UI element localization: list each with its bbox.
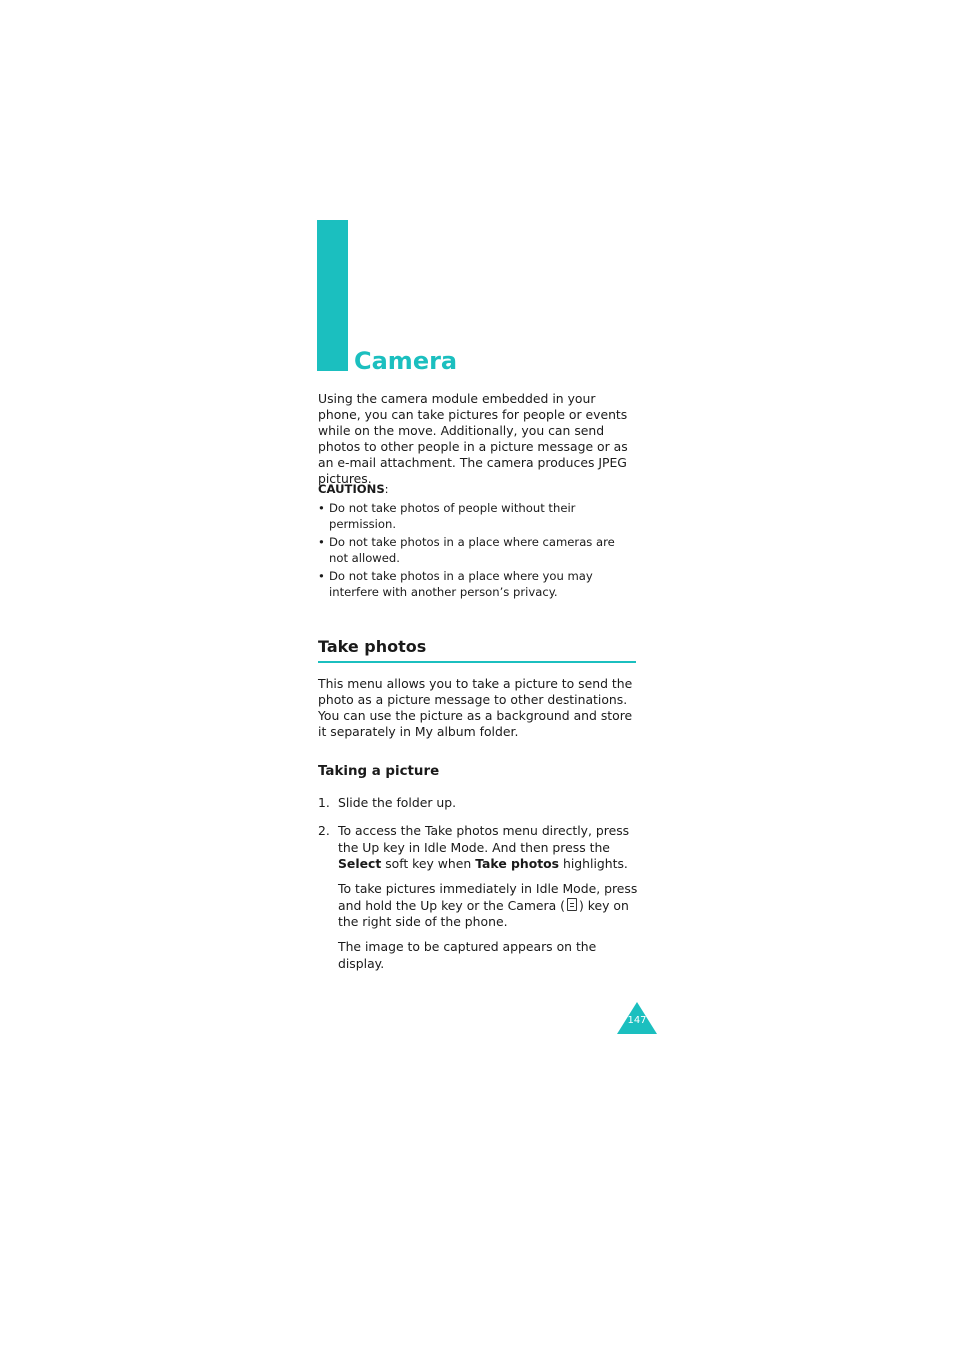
note-text-part: To take pictures immediately in Idle Mode, press and hold the Up key or the Camera ( [338, 881, 638, 913]
cautions-list [318, 500, 636, 602]
caution-item [318, 500, 636, 532]
section-heading: Take photos [318, 636, 636, 663]
chapter-accent-bar [317, 220, 348, 371]
step-text-part: highlights. [559, 856, 628, 871]
step-number: 1. [318, 795, 330, 810]
bullet-icon: • [318, 569, 325, 583]
caution-item [318, 534, 636, 566]
section-body: This menu allows you to take a picture to send the photo as a picture message to other destinations. You can use the picture as a background and store it separately in My album folder. [318, 676, 633, 739]
bullet-icon: • [318, 535, 325, 549]
select-key-label: Select [338, 856, 382, 871]
step-text [338, 823, 636, 873]
intro-paragraph: Using the camera module embedded in your phone, you can take pictures for people or events while on the move. Additionally, you can send photos to other people in a picture message or as an e-mail attachment. The camera produces JPEG pictures. [318, 391, 628, 486]
caution-text: Do not take photos of people without their permission. [329, 501, 576, 531]
step-2 [318, 823, 636, 873]
caution-item [318, 568, 636, 600]
caution-text: Do not take photos in a place where cameras are not allowed. [329, 535, 615, 565]
subsection-heading: Taking a picture [318, 764, 440, 779]
cautions-colon: : [384, 482, 389, 496]
note-text-part: ) key on the right side of the phone. [338, 897, 629, 929]
page-number: 147 [627, 1015, 647, 1026]
step-text: Slide the folder up. [338, 795, 457, 810]
chapter-title: Camera [354, 347, 458, 375]
page-number-marker [617, 1002, 657, 1034]
camera-key-icon [567, 898, 577, 911]
bullet-icon: • [318, 501, 325, 515]
step-2-note-camera-key [338, 881, 638, 931]
caution-text: Do not take photos in a place where you may interfere with another person’s privacy. [329, 569, 593, 599]
take-photos-label: Take photos [475, 856, 560, 871]
step-2-note-display: The image to be captured appears on the display. [338, 939, 597, 971]
step-text-part: To access the Take photos menu directly, press the Up key in Idle Mode. And then press the [338, 823, 630, 855]
step-text-part: soft key when [381, 856, 476, 871]
step-number: 2. [318, 823, 330, 838]
cautions-label: CAUTIONS [318, 482, 385, 496]
cautions-heading [318, 482, 636, 497]
step-1 [318, 795, 636, 812]
